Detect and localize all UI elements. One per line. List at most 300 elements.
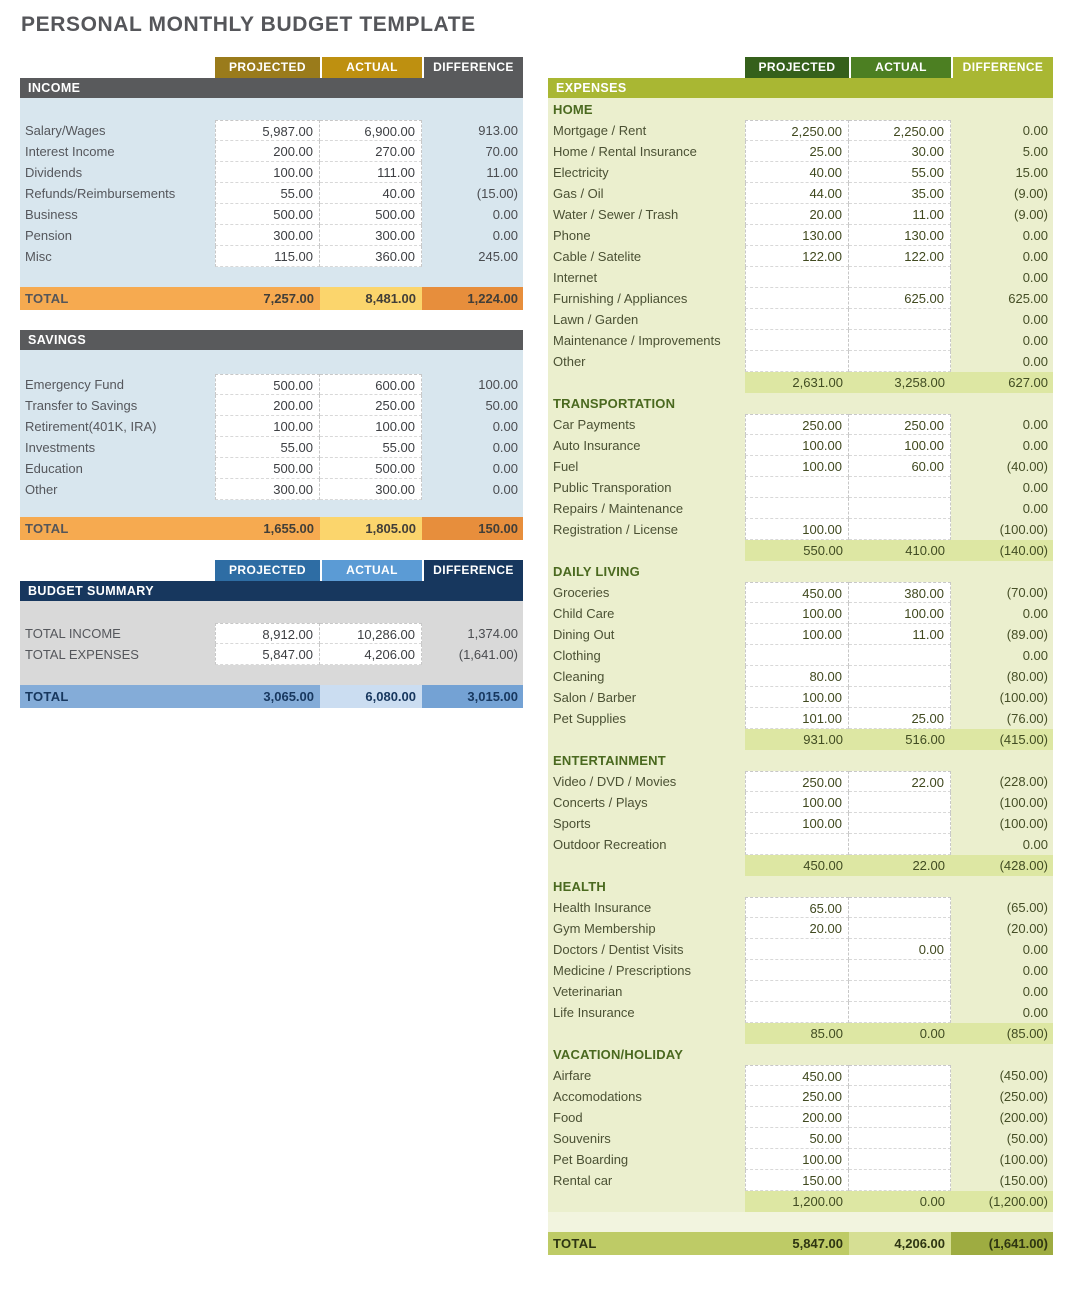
expense-projected-cell[interactable]: 20.00 [745, 204, 849, 225]
expense-group-title: HEALTH [553, 879, 606, 894]
expense-row-label: Clothing [553, 648, 601, 663]
expense-row [548, 1107, 1053, 1128]
expenses-header-projected: PROJECTED [745, 57, 849, 78]
expense-difference-value: (228.00) [999, 774, 1048, 789]
savings-row [20, 437, 523, 458]
expense-row-label: Gas / Oil [553, 186, 604, 201]
header-spacer [20, 57, 215, 78]
income-difference-value: 11.00 [486, 165, 518, 180]
expense-row [548, 666, 1053, 687]
expense-group-subtotal-row [548, 372, 1053, 393]
expense-actual-cell[interactable] [849, 960, 951, 981]
summary-total-difference: 3,015.00 [422, 685, 523, 708]
summary-total-label: TOTAL [25, 689, 69, 704]
expense-subtotal-spacer [548, 729, 745, 750]
expense-projected-cell[interactable]: 50.00 [745, 1128, 849, 1149]
expense-row [548, 687, 1053, 708]
expense-row [548, 267, 1053, 288]
expense-projected-cell[interactable]: 2,250.00 [745, 120, 849, 141]
expense-actual-cell[interactable] [849, 897, 951, 918]
expense-row [548, 603, 1053, 624]
savings-row [20, 458, 523, 479]
expense-actual-cell[interactable]: 35.00 [849, 183, 951, 204]
expense-row-label: Cleaning [553, 669, 605, 684]
income-header-actual: ACTUAL [320, 57, 422, 78]
expense-row-label: Pet Supplies [553, 711, 626, 726]
summary-row-label: TOTAL INCOME [25, 626, 121, 641]
summary-header-actual: ACTUAL [320, 560, 422, 581]
expense-projected-cell[interactable] [745, 645, 849, 666]
income-difference-value: (15.00) [476, 186, 518, 201]
summary-header-row [20, 560, 523, 581]
expense-row [548, 834, 1053, 855]
summary-total-row [20, 685, 523, 708]
expense-difference-value: (200.00) [999, 1110, 1048, 1125]
expense-group-title: HOME [553, 102, 593, 117]
summary-difference-value: 1,374.00 [467, 626, 518, 641]
page-title: PERSONAL MONTHLY BUDGET TEMPLATE [21, 13, 476, 36]
income-row [20, 204, 523, 225]
summary-difference-value: (1,641.00) [458, 647, 518, 662]
expense-row-label: Water / Sewer / Trash [553, 207, 679, 222]
expense-difference-value: (100.00) [999, 690, 1048, 705]
expenses-column-headers [548, 57, 1053, 78]
expense-actual-cell[interactable]: 55.00 [849, 162, 951, 183]
savings-row [20, 479, 523, 500]
expense-difference-value: 0.00 [1022, 228, 1048, 243]
expense-actual-cell[interactable] [849, 519, 951, 540]
expense-projected-cell[interactable]: 200.00 [745, 1107, 849, 1128]
expense-actual-cell[interactable] [849, 1170, 951, 1191]
expense-actual-cell[interactable]: 122.00 [849, 246, 951, 267]
expense-subtotal-difference: (140.00) [951, 540, 1053, 561]
expense-row-label: Sports [553, 816, 591, 831]
income-row-label: Pension [25, 228, 72, 243]
expense-actual-cell[interactable]: 22.00 [849, 771, 951, 792]
expense-row-label: Registration / License [553, 522, 679, 537]
expense-projected-cell[interactable] [745, 1002, 849, 1023]
expense-row [548, 183, 1053, 204]
expense-projected-cell[interactable]: 100.00 [745, 813, 849, 834]
income-actual-cell[interactable]: 500.00 [320, 204, 422, 225]
expense-actual-cell[interactable] [849, 351, 951, 372]
expense-projected-cell[interactable]: 150.00 [745, 1170, 849, 1191]
expense-actual-cell[interactable] [849, 645, 951, 666]
expense-projected-cell[interactable] [745, 498, 849, 519]
expense-actual-cell[interactable] [849, 666, 951, 687]
expense-projected-cell[interactable]: 100.00 [745, 687, 849, 708]
expense-difference-value: 15.00 [1015, 165, 1048, 180]
expense-difference-value: (9.00) [1014, 207, 1048, 222]
income-projected-cell[interactable]: 200.00 [215, 141, 320, 162]
expense-difference-value: 0.00 [1022, 942, 1048, 957]
expense-row [548, 1128, 1053, 1149]
expense-projected-cell[interactable]: 100.00 [745, 792, 849, 813]
expense-projected-cell[interactable] [745, 981, 849, 1002]
savings-actual-cell[interactable]: 300.00 [320, 479, 422, 500]
expense-projected-cell[interactable]: 40.00 [745, 162, 849, 183]
expense-row [548, 351, 1053, 372]
header-spacer [20, 560, 215, 581]
expense-projected-cell[interactable]: 101.00 [745, 708, 849, 729]
expense-difference-value: 0.00 [1022, 270, 1048, 285]
expense-actual-cell[interactable] [849, 1149, 951, 1170]
expense-group-subtotal-row [548, 729, 1053, 750]
spacer [548, 1212, 1053, 1232]
expense-row-label: Internet [553, 270, 598, 285]
expense-projected-cell[interactable]: 250.00 [745, 771, 849, 792]
income-row-label: Interest Income [25, 144, 115, 159]
expense-projected-cell[interactable]: 450.00 [745, 1065, 849, 1086]
savings-total-label: TOTAL [25, 521, 69, 536]
savings-total-actual: 1,805.00 [320, 517, 422, 540]
expense-projected-cell[interactable]: 80.00 [745, 666, 849, 687]
expense-actual-cell[interactable] [849, 330, 951, 351]
savings-row-label: Retirement(401K, IRA) [25, 419, 157, 434]
income-header-row [20, 57, 523, 78]
expense-row [548, 435, 1053, 456]
savings-section-bar: SAVINGS [20, 330, 523, 350]
expense-difference-value: (40.00) [1006, 459, 1048, 474]
summary-row [20, 644, 523, 665]
expense-subtotal-spacer [548, 1023, 745, 1044]
savings-row-label: Investments [25, 440, 96, 455]
expense-actual-cell[interactable]: 11.00 [849, 624, 951, 645]
budget-summary-table [20, 601, 523, 685]
expense-projected-cell[interactable]: 100.00 [745, 603, 849, 624]
expense-subtotal-spacer [548, 372, 745, 393]
expense-difference-value: 0.00 [1022, 480, 1048, 495]
income-actual-cell[interactable]: 111.00 [320, 162, 422, 183]
expense-row-label: Child Care [553, 606, 615, 621]
expense-projected-cell[interactable]: 65.00 [745, 897, 849, 918]
savings-total-projected: 1,655.00 [263, 521, 314, 536]
income-actual-cell[interactable]: 6,900.00 [320, 120, 422, 141]
expense-actual-cell[interactable] [849, 1107, 951, 1128]
income-difference-value: 70.00 [485, 144, 518, 159]
expense-actual-cell[interactable] [849, 792, 951, 813]
expense-row [548, 141, 1053, 162]
expense-actual-cell[interactable] [849, 1065, 951, 1086]
expense-row-label: Maintenance / Improvements [553, 333, 721, 348]
expense-actual-cell[interactable] [849, 834, 951, 855]
savings-row [20, 395, 523, 416]
summary-column-headers [20, 560, 523, 581]
expense-actual-cell[interactable]: 0.00 [849, 939, 951, 960]
summary-projected-cell[interactable]: 8,912.00 [215, 623, 320, 644]
expense-projected-cell[interactable] [745, 939, 849, 960]
expense-difference-value: (100.00) [999, 1152, 1048, 1167]
savings-projected-cell[interactable]: 100.00 [215, 416, 320, 437]
expense-row-label: Salon / Barber [553, 690, 637, 705]
expense-difference-value: (76.00) [1006, 711, 1048, 726]
expense-group-subtotal-row [548, 540, 1053, 561]
expense-subtotal-projected: 550.00 [745, 540, 849, 561]
expenses-total-row [548, 1232, 1053, 1255]
expense-projected-cell[interactable]: 130.00 [745, 225, 849, 246]
income-column-headers [20, 57, 523, 78]
expense-row-label: Veterinarian [553, 984, 623, 999]
expense-actual-cell[interactable] [849, 813, 951, 834]
expense-difference-value: (9.00) [1014, 186, 1048, 201]
expense-projected-cell[interactable]: 250.00 [745, 414, 849, 435]
expense-actual-cell[interactable] [849, 981, 951, 1002]
expense-subtotal-spacer [548, 855, 745, 876]
savings-actual-cell[interactable]: 600.00 [320, 374, 422, 395]
left-column [20, 57, 523, 708]
expense-projected-cell[interactable]: 450.00 [745, 582, 849, 603]
expense-projected-cell[interactable]: 100.00 [745, 624, 849, 645]
expense-projected-cell[interactable] [745, 960, 849, 981]
expense-actual-cell[interactable] [849, 309, 951, 330]
expense-difference-value: 0.00 [1022, 501, 1048, 516]
income-projected-cell[interactable]: 55.00 [215, 183, 320, 204]
expense-actual-cell[interactable] [849, 1002, 951, 1023]
savings-total-difference: 150.00 [422, 517, 523, 540]
income-row [20, 246, 523, 267]
expense-subtotal-difference: (1,200.00) [951, 1191, 1053, 1212]
expense-row [548, 708, 1053, 729]
expenses-total-projected: 5,847.00 [792, 1236, 843, 1251]
expense-row-label: Repairs / Maintenance [553, 501, 684, 516]
expense-row-label: Rental car [553, 1173, 613, 1188]
income-row [20, 183, 523, 204]
expense-row [548, 813, 1053, 834]
expense-actual-cell[interactable]: 130.00 [849, 225, 951, 246]
expense-row-label: Furnishing / Appliances [553, 291, 688, 306]
expense-actual-cell[interactable]: 100.00 [849, 603, 951, 624]
expense-actual-cell[interactable]: 11.00 [849, 204, 951, 225]
savings-difference-value: 0.00 [492, 440, 518, 455]
expense-difference-value: 0.00 [1022, 333, 1048, 348]
savings-projected-cell[interactable]: 200.00 [215, 395, 320, 416]
expense-row-label: Video / DVD / Movies [553, 774, 677, 789]
expense-row-label: Public Transporation [553, 480, 672, 495]
expense-projected-cell[interactable]: 100.00 [745, 435, 849, 456]
savings-actual-cell[interactable]: 250.00 [320, 395, 422, 416]
savings-projected-cell[interactable]: 500.00 [215, 458, 320, 479]
savings-total-row [20, 517, 523, 540]
expense-projected-cell[interactable]: 25.00 [745, 141, 849, 162]
expense-projected-cell[interactable] [745, 477, 849, 498]
expense-row [548, 897, 1053, 918]
expense-difference-value: (50.00) [1006, 1131, 1048, 1146]
savings-projected-cell[interactable]: 300.00 [215, 479, 320, 500]
expense-actual-cell[interactable] [849, 267, 951, 288]
expense-actual-cell[interactable]: 100.00 [849, 435, 951, 456]
expense-projected-cell[interactable] [745, 267, 849, 288]
expense-difference-value: (89.00) [1006, 627, 1048, 642]
savings-projected-cell[interactable]: 55.00 [215, 437, 320, 458]
income-section-bar: INCOME [20, 78, 523, 98]
summary-row-label: TOTAL EXPENSES [25, 647, 139, 662]
expense-row [548, 204, 1053, 225]
expense-row [548, 414, 1053, 435]
expense-actual-cell[interactable]: 250.00 [849, 414, 951, 435]
income-projected-cell[interactable]: 100.00 [215, 162, 320, 183]
income-actual-cell[interactable]: 300.00 [320, 225, 422, 246]
expense-difference-value: 0.00 [1022, 312, 1048, 327]
expense-subtotal-actual: 3,258.00 [849, 372, 951, 393]
expense-subtotal-spacer [548, 1191, 745, 1212]
summary-header-projected: PROJECTED [215, 560, 320, 581]
income-projected-cell[interactable]: 115.00 [215, 246, 320, 267]
expense-group-title: TRANSPORTATION [553, 396, 676, 411]
expense-projected-cell[interactable] [745, 330, 849, 351]
expense-row [548, 1086, 1053, 1107]
expense-projected-cell[interactable]: 250.00 [745, 1086, 849, 1107]
expense-group-title: VACATION/HOLIDAY [553, 1047, 684, 1062]
summary-projected-cell[interactable]: 5,847.00 [215, 644, 320, 665]
expense-projected-cell[interactable] [745, 351, 849, 372]
savings-total-row [20, 517, 523, 540]
expense-row-label: Car Payments [553, 417, 636, 432]
expense-row [548, 477, 1053, 498]
expense-difference-value: 0.00 [1022, 984, 1048, 999]
expense-actual-cell[interactable]: 25.00 [849, 708, 951, 729]
income-row [20, 162, 523, 183]
income-actual-cell[interactable]: 270.00 [320, 141, 422, 162]
income-difference-value: 913.00 [478, 123, 518, 138]
savings-difference-value: 0.00 [492, 482, 518, 497]
summary-total-actual: 6,080.00 [320, 685, 422, 708]
income-actual-cell[interactable]: 360.00 [320, 246, 422, 267]
expense-projected-cell[interactable]: 20.00 [745, 918, 849, 939]
expense-difference-value: 625.00 [1008, 291, 1048, 306]
expense-group-title: ENTERTAINMENT [553, 753, 666, 768]
expense-group-title: DAILY LIVING [553, 564, 640, 579]
expense-row [548, 1002, 1053, 1023]
expense-difference-value: 0.00 [1022, 417, 1048, 432]
expense-subtotal-spacer [548, 540, 745, 561]
income-total-row [20, 287, 523, 310]
expense-row [548, 1170, 1053, 1191]
right-column [548, 57, 1053, 1255]
expense-actual-cell[interactable] [849, 477, 951, 498]
expense-projected-cell[interactable] [745, 309, 849, 330]
expense-projected-cell[interactable]: 44.00 [745, 183, 849, 204]
savings-row-label: Education [25, 461, 83, 476]
expense-row [548, 792, 1053, 813]
expense-difference-value: (100.00) [999, 816, 1048, 831]
expense-group-subtotal-row [548, 855, 1053, 876]
expense-subtotal-actual: 516.00 [849, 729, 951, 750]
expense-row-label: Dining Out [553, 627, 615, 642]
expense-row [548, 519, 1053, 540]
expense-actual-cell[interactable]: 30.00 [849, 141, 951, 162]
expense-subtotal-projected: 85.00 [745, 1023, 849, 1044]
expense-projected-cell[interactable] [745, 834, 849, 855]
budget-summary-total-row [20, 685, 523, 708]
summary-total-projected: 3,065.00 [263, 689, 314, 704]
expense-actual-cell[interactable]: 625.00 [849, 288, 951, 309]
expenses-section-bar: EXPENSES [548, 78, 1053, 98]
income-row-label: Refunds/Reimbursements [25, 186, 176, 201]
expense-row [548, 456, 1053, 477]
expense-actual-cell[interactable] [849, 918, 951, 939]
expense-subtotal-difference: (428.00) [951, 855, 1053, 876]
expense-subtotal-difference: 627.00 [951, 372, 1053, 393]
summary-actual-cell[interactable]: 4,206.00 [320, 644, 422, 665]
expense-row-label: Health Insurance [553, 900, 652, 915]
expense-row-label: Pet Boarding [553, 1152, 629, 1167]
expense-row [548, 645, 1053, 666]
expense-actual-cell[interactable] [849, 1086, 951, 1107]
savings-actual-cell[interactable]: 100.00 [320, 416, 422, 437]
expense-subtotal-projected: 450.00 [745, 855, 849, 876]
expense-actual-cell[interactable]: 2,250.00 [849, 120, 951, 141]
expense-row [548, 309, 1053, 330]
expense-projected-cell[interactable]: 100.00 [745, 456, 849, 477]
expense-row-label: Airfare [553, 1068, 592, 1083]
income-difference-value: 0.00 [492, 228, 518, 243]
expense-actual-cell[interactable]: 60.00 [849, 456, 951, 477]
expense-subtotal-projected: 2,631.00 [745, 372, 849, 393]
income-total-row [20, 287, 523, 310]
expense-actual-cell[interactable] [849, 498, 951, 519]
expense-row-label: Life Insurance [553, 1005, 635, 1020]
expense-difference-value: 0.00 [1022, 249, 1048, 264]
expense-row-label: Concerts / Plays [553, 795, 648, 810]
savings-difference-value: 0.00 [492, 419, 518, 434]
spacer [20, 540, 523, 560]
savings-actual-cell[interactable]: 55.00 [320, 437, 422, 458]
savings-actual-cell[interactable]: 500.00 [320, 458, 422, 479]
expense-difference-value: (100.00) [999, 522, 1048, 537]
expense-subtotal-difference: (415.00) [951, 729, 1053, 750]
expense-difference-value: (450.00) [999, 1068, 1048, 1083]
savings-projected-cell[interactable]: 500.00 [215, 374, 320, 395]
expense-actual-cell[interactable] [849, 687, 951, 708]
income-projected-cell[interactable]: 300.00 [215, 225, 320, 246]
expense-projected-cell[interactable]: 122.00 [745, 246, 849, 267]
income-projected-cell[interactable]: 500.00 [215, 204, 320, 225]
expense-row-label: Cable / Satelite [553, 249, 642, 264]
income-table [20, 98, 523, 287]
expense-row [548, 330, 1053, 351]
income-total-actual: 8,481.00 [320, 287, 422, 310]
expense-row [548, 771, 1053, 792]
expense-row-label: Mortgage / Rent [553, 123, 647, 138]
expense-subtotal-difference: (85.00) [951, 1023, 1053, 1044]
savings-row-label: Other [25, 482, 58, 497]
expense-projected-cell[interactable] [745, 288, 849, 309]
expense-projected-cell[interactable]: 100.00 [745, 1149, 849, 1170]
expense-projected-cell[interactable]: 100.00 [745, 519, 849, 540]
expense-subtotal-projected: 931.00 [745, 729, 849, 750]
income-actual-cell[interactable]: 40.00 [320, 183, 422, 204]
income-header-projected: PROJECTED [215, 57, 320, 78]
spacer [20, 310, 523, 330]
expense-difference-value: 5.00 [1022, 144, 1048, 159]
expense-row-label: Fuel [553, 459, 579, 474]
income-row [20, 120, 523, 141]
expense-row-label: Electricity [553, 165, 609, 180]
expenses-total-difference: (1,641.00) [951, 1232, 1053, 1255]
expense-actual-cell[interactable] [849, 1128, 951, 1149]
expense-difference-value: (70.00) [1006, 585, 1048, 600]
savings-difference-value: 50.00 [485, 398, 518, 413]
income-total-label-projected [20, 287, 320, 310]
income-projected-cell[interactable]: 5,987.00 [215, 120, 320, 141]
expense-difference-value: 0.00 [1022, 606, 1048, 621]
expense-row [548, 1065, 1053, 1086]
expense-actual-cell[interactable]: 380.00 [849, 582, 951, 603]
savings-table [20, 350, 523, 517]
expense-difference-value: 0.00 [1022, 963, 1048, 978]
expense-row-label: Other [553, 354, 586, 369]
summary-actual-cell[interactable]: 10,286.00 [320, 623, 422, 644]
